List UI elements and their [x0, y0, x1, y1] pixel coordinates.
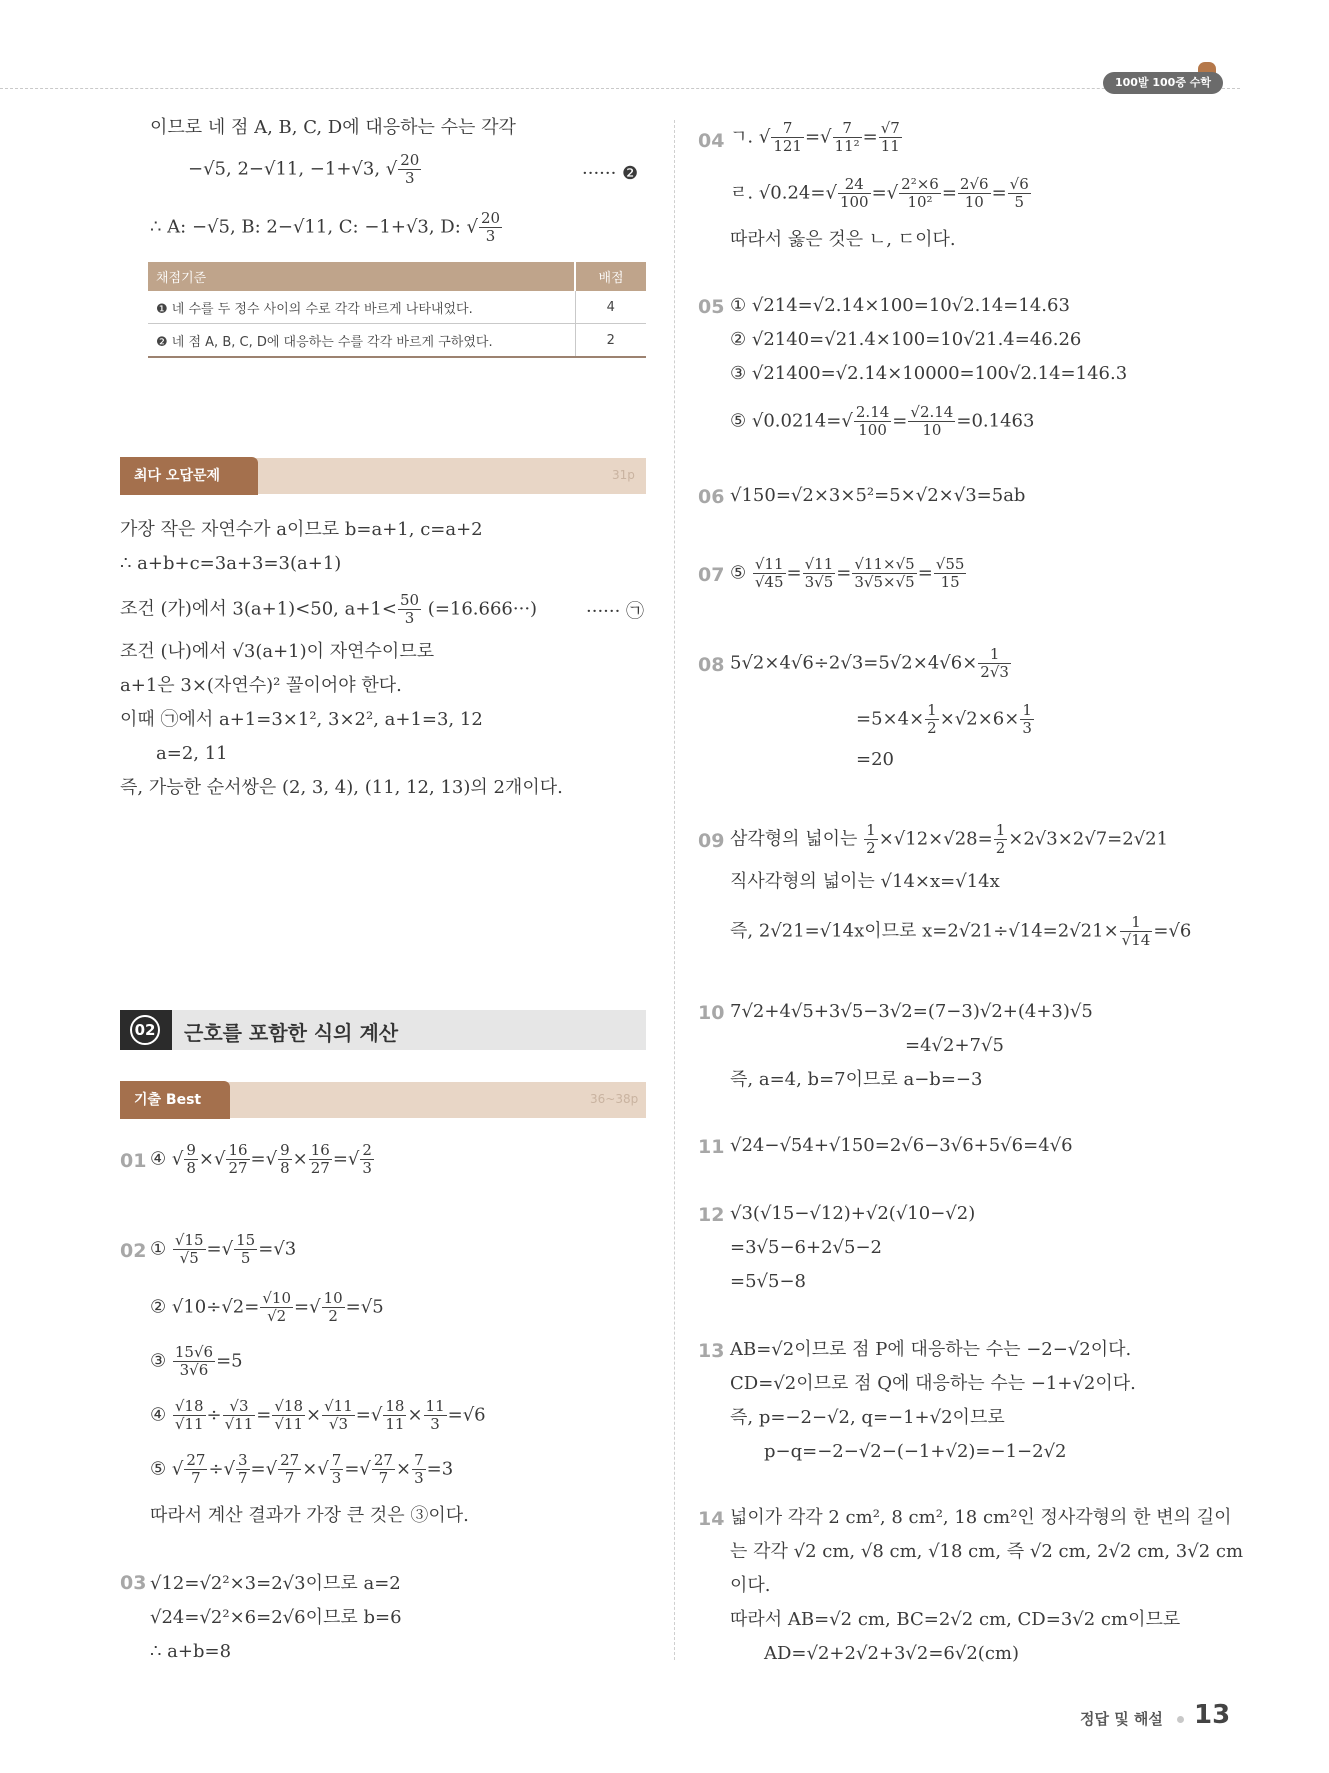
q12-number: 12	[698, 1204, 725, 1226]
q09-line-3: 즉, 2√21=√14x이므로 x=2√21÷√14=2√21× $\frac{1}{√14}$ =√6	[730, 913, 1192, 949]
q10-line-3: 즉, a=4, b=7이므로 a−b=−3	[730, 1069, 983, 1090]
q13-line-3: 즉, p=−2−√2, q=−1+√2이므로	[730, 1407, 1005, 1428]
q10-line-1: 7√2+4√5+3√5−3√2=(7−3)√2+(4+3)√5	[730, 1001, 1093, 1022]
oddap-line-3: 조건 (가)에서 3(a+1)<50, a+1< $\frac{50}{3}$ (=16.666···)	[120, 591, 538, 627]
q06-number: 06	[698, 486, 725, 508]
q08-line-2: =5×4× $\frac{1}{2}$ ×√2×6× $\frac{1}{3}$	[856, 701, 1032, 737]
q14-line-2: 는 각각 √2 cm, √8 cm, √18 cm, 즉 √2 cm, 2√2 cm, 3√2 cm	[730, 1541, 1244, 1562]
oddap-line-1: 가장 작은 자연수가 a이므로 b=a+1, c=a+2	[120, 519, 483, 540]
book-title-badge: 100발 100중 수학	[1103, 72, 1223, 94]
q02-row-3: ③ $\frac{15√6}{3√6}$ =5	[150, 1343, 243, 1379]
section-title: 근호를 포함한 식의 계산	[184, 1021, 399, 1045]
values-line: −√5, 2−√11, −1+√3, √ $\frac{20}{3}$	[188, 151, 420, 187]
q05-line-3: ③ √21400=√2.14×10000=100√2.14=146.3	[730, 363, 1128, 384]
section-number: 02	[120, 1010, 172, 1050]
best-page: 36~38p	[590, 1092, 639, 1106]
q04-conclusion: 따라서 옳은 것은 ㄴ, ㄷ이다.	[730, 229, 956, 250]
scoring-row-1-criteria: ❶ 네 수를 두 정수 사이의 수로 각각 바르게 나타내었다.	[148, 291, 575, 324]
q07-line: ⑤ $\frac{√11}{√45}$ = $\frac{√11}{3√5}$ = $\frac{√11\times√5}{3√5\times√5}$ = $\frac{√55}{15}$	[730, 555, 965, 591]
q02-row-4: ④ $\frac{√18}{√11}$ ÷ $\frac{√3}{√11}$ = $\frac{√18}{√11}$ × $\frac{√11}{√3}$ =√ $\frac{18}{11}$ × $\frac{11}{3}$ =√6	[150, 1397, 486, 1433]
q08-line-1: 5√2×4√6÷2√3=5√2×4√6× $\frac{1}{2√3}$	[730, 645, 1009, 681]
answer-line: ∴ A: −√5, B: 2−√11, C: −1+√3, D: √ $\frac{20}{3}$	[150, 209, 501, 245]
q05-line-4: ⑤ √0.0214=√ $\frac{2.14}{100}$ = $\frac{√2.14}{10}$ =0.1463	[730, 403, 1035, 439]
oddap-line-4: 조건 (나)에서 √3(a+1)이 자연수이므로	[120, 641, 435, 662]
q13-line-1: AB=√2이므로 점 P에 대응하는 수는 −2−√2이다.	[730, 1339, 1132, 1360]
q12-line-3: =5√5−8	[730, 1271, 806, 1292]
marker-2: ······ ❷	[582, 163, 639, 184]
q11-line: √24−√54+√150=2√6−3√6+5√6=4√6	[730, 1135, 1073, 1156]
q09-line-2: 직사각형의 넓이는 √14×x=√14x	[730, 871, 1000, 892]
q03-line-3: ∴ a+b=8	[150, 1641, 232, 1662]
q03-number: 03	[120, 1572, 147, 1594]
q14-line-3: 이다.	[730, 1575, 771, 1596]
q13-line-4: p−q=−2−√2−(−1+√2)=−1−2√2	[764, 1441, 1067, 1462]
q01-line: ④ √ $\frac{9}{8}$ ×√ $\frac{16}{27}$ =√ $\frac{9}{8}$ × $\frac{16}{27}$ =√ $\frac{2}{3}$	[150, 1141, 372, 1177]
q02-row-5: ⑤ √ $\frac{27}{7}$ ÷√ $\frac{3}{7}$ =√ $\frac{27}{7}$ ×√ $\frac{7}{3}$ =√ $\frac{27}{7}$ × $\frac{7}{3}$ =3	[150, 1451, 454, 1487]
q14-line-1: 넓이가 각각 2 cm², 8 cm², 18 cm²인 정사각형의 한 변의 길이	[730, 1507, 1232, 1528]
q09-number: 09	[698, 830, 725, 852]
q04-number: 04	[698, 130, 725, 152]
q08-line-3: =20	[856, 749, 894, 770]
oddap-page: 31p	[612, 468, 635, 482]
oddap-line-7: a=2, 11	[156, 743, 228, 764]
q14-line-4: 따라서 AB=√2 cm, BC=2√2 cm, CD=3√2 cm이므로	[730, 1609, 1181, 1630]
page-number: 13	[1194, 1700, 1231, 1730]
q14-number: 14	[698, 1508, 725, 1530]
oddap-line-8: 즉, 가능한 순서쌍은 (2, 3, 4), (11, 12, 13)의 2개이다.	[120, 777, 563, 798]
q03-line-1: √12=√2²×3=2√3이므로 a=2	[150, 1573, 401, 1594]
footer-label: 정답 및 해설	[1080, 1710, 1163, 1728]
footer-dot	[1177, 1716, 1184, 1723]
q03-line-2: √24=√2²×6=2√6이므로 b=6	[150, 1607, 402, 1628]
q09-line-1: 삼각형의 넓이는 $\frac{1}{2}$ ×√12×√28= $\frac{1}{2}$ ×2√3×2√7=2√21	[730, 821, 1169, 857]
intro-text: 이므로 네 점 A, B, C, D에 대응하는 수는 각각	[150, 117, 516, 138]
q05-line-2: ② √2140=√21.4×100=10√21.4=46.26	[730, 329, 1082, 350]
q04-line-1: ㄱ. √ $\frac{7}{121}$ =√ $\frac{7}{\text{11²}}$ = $\frac{√7}{11}$	[730, 119, 900, 155]
marker-giyeok: ······ ㉠	[586, 601, 645, 622]
oddap-line-6: 이때 ㉠에서 a+1=3×1², 3×2², a+1=3, 12	[120, 709, 483, 730]
oddap-line-5: a+1은 3×(자연수)² 꼴이어야 한다.	[120, 675, 402, 696]
column-divider	[674, 120, 675, 1660]
q02-row-1: ① $\frac{√15}{√5}$ =√ $\frac{15}{5}$ =√3	[150, 1231, 297, 1267]
q05-line-1: ① √214=√2.14×100=10√2.14=14.63	[730, 295, 1070, 316]
q13-line-2: CD=√2이므로 점 Q에 대응하는 수는 −1+√2이다.	[730, 1373, 1136, 1394]
q10-number: 10	[698, 1002, 725, 1024]
best-tab: 기출 Best	[120, 1081, 230, 1119]
q08-number: 08	[698, 654, 725, 676]
q05-number: 05	[698, 296, 725, 318]
q12-line-2: =3√5−6+2√5−2	[730, 1237, 882, 1258]
scoring-row-1-points: 4	[575, 291, 646, 324]
q02-conclusion: 따라서 계산 결과가 가장 큰 것은 ③이다.	[150, 1505, 469, 1526]
q07-number: 07	[698, 564, 725, 586]
scoring-header-points: 배점	[575, 262, 646, 291]
q04-line-2: ㄹ. √0.24=√ $\frac{24}{100}$ =√ $\frac{\text{2²×6}}{\text{10²}}$ = $\frac{2√6}{10}$ = $\frac{√6}{5}$	[730, 175, 1029, 211]
q01-number: 01	[120, 1150, 147, 1172]
scoring-row-2-points: 2	[575, 324, 646, 358]
oddap-tab: 최다 오답문제	[120, 457, 258, 495]
q13-number: 13	[698, 1340, 725, 1362]
q14-line-5: AD=√2+2√2+3√2=6√2(cm)	[764, 1643, 1019, 1664]
header-rule	[0, 88, 1240, 89]
q06-line: √150=√2×3×5²=5×√2×√3=5ab	[730, 485, 1026, 506]
q10-line-2: =4√2+7√5	[905, 1035, 1004, 1056]
q11-number: 11	[698, 1136, 725, 1158]
scoring-table	[148, 262, 646, 358]
q02-row-2: ② √10÷√2= $\frac{√10}{√2}$ =√ $\frac{10}{2}$ =√5	[150, 1289, 384, 1325]
scoring-header-criteria: 채점기준	[148, 262, 575, 291]
q12-line-1: √3(√15−√12)+√2(√10−√2)	[730, 1203, 976, 1224]
oddap-line-2: ∴ a+b+c=3a+3=3(a+1)	[120, 553, 342, 574]
scoring-row-2-criteria: ❷ 네 점 A, B, C, D에 대응하는 수를 각각 바르게 구하였다.	[148, 324, 575, 358]
q02-number: 02	[120, 1240, 147, 1262]
